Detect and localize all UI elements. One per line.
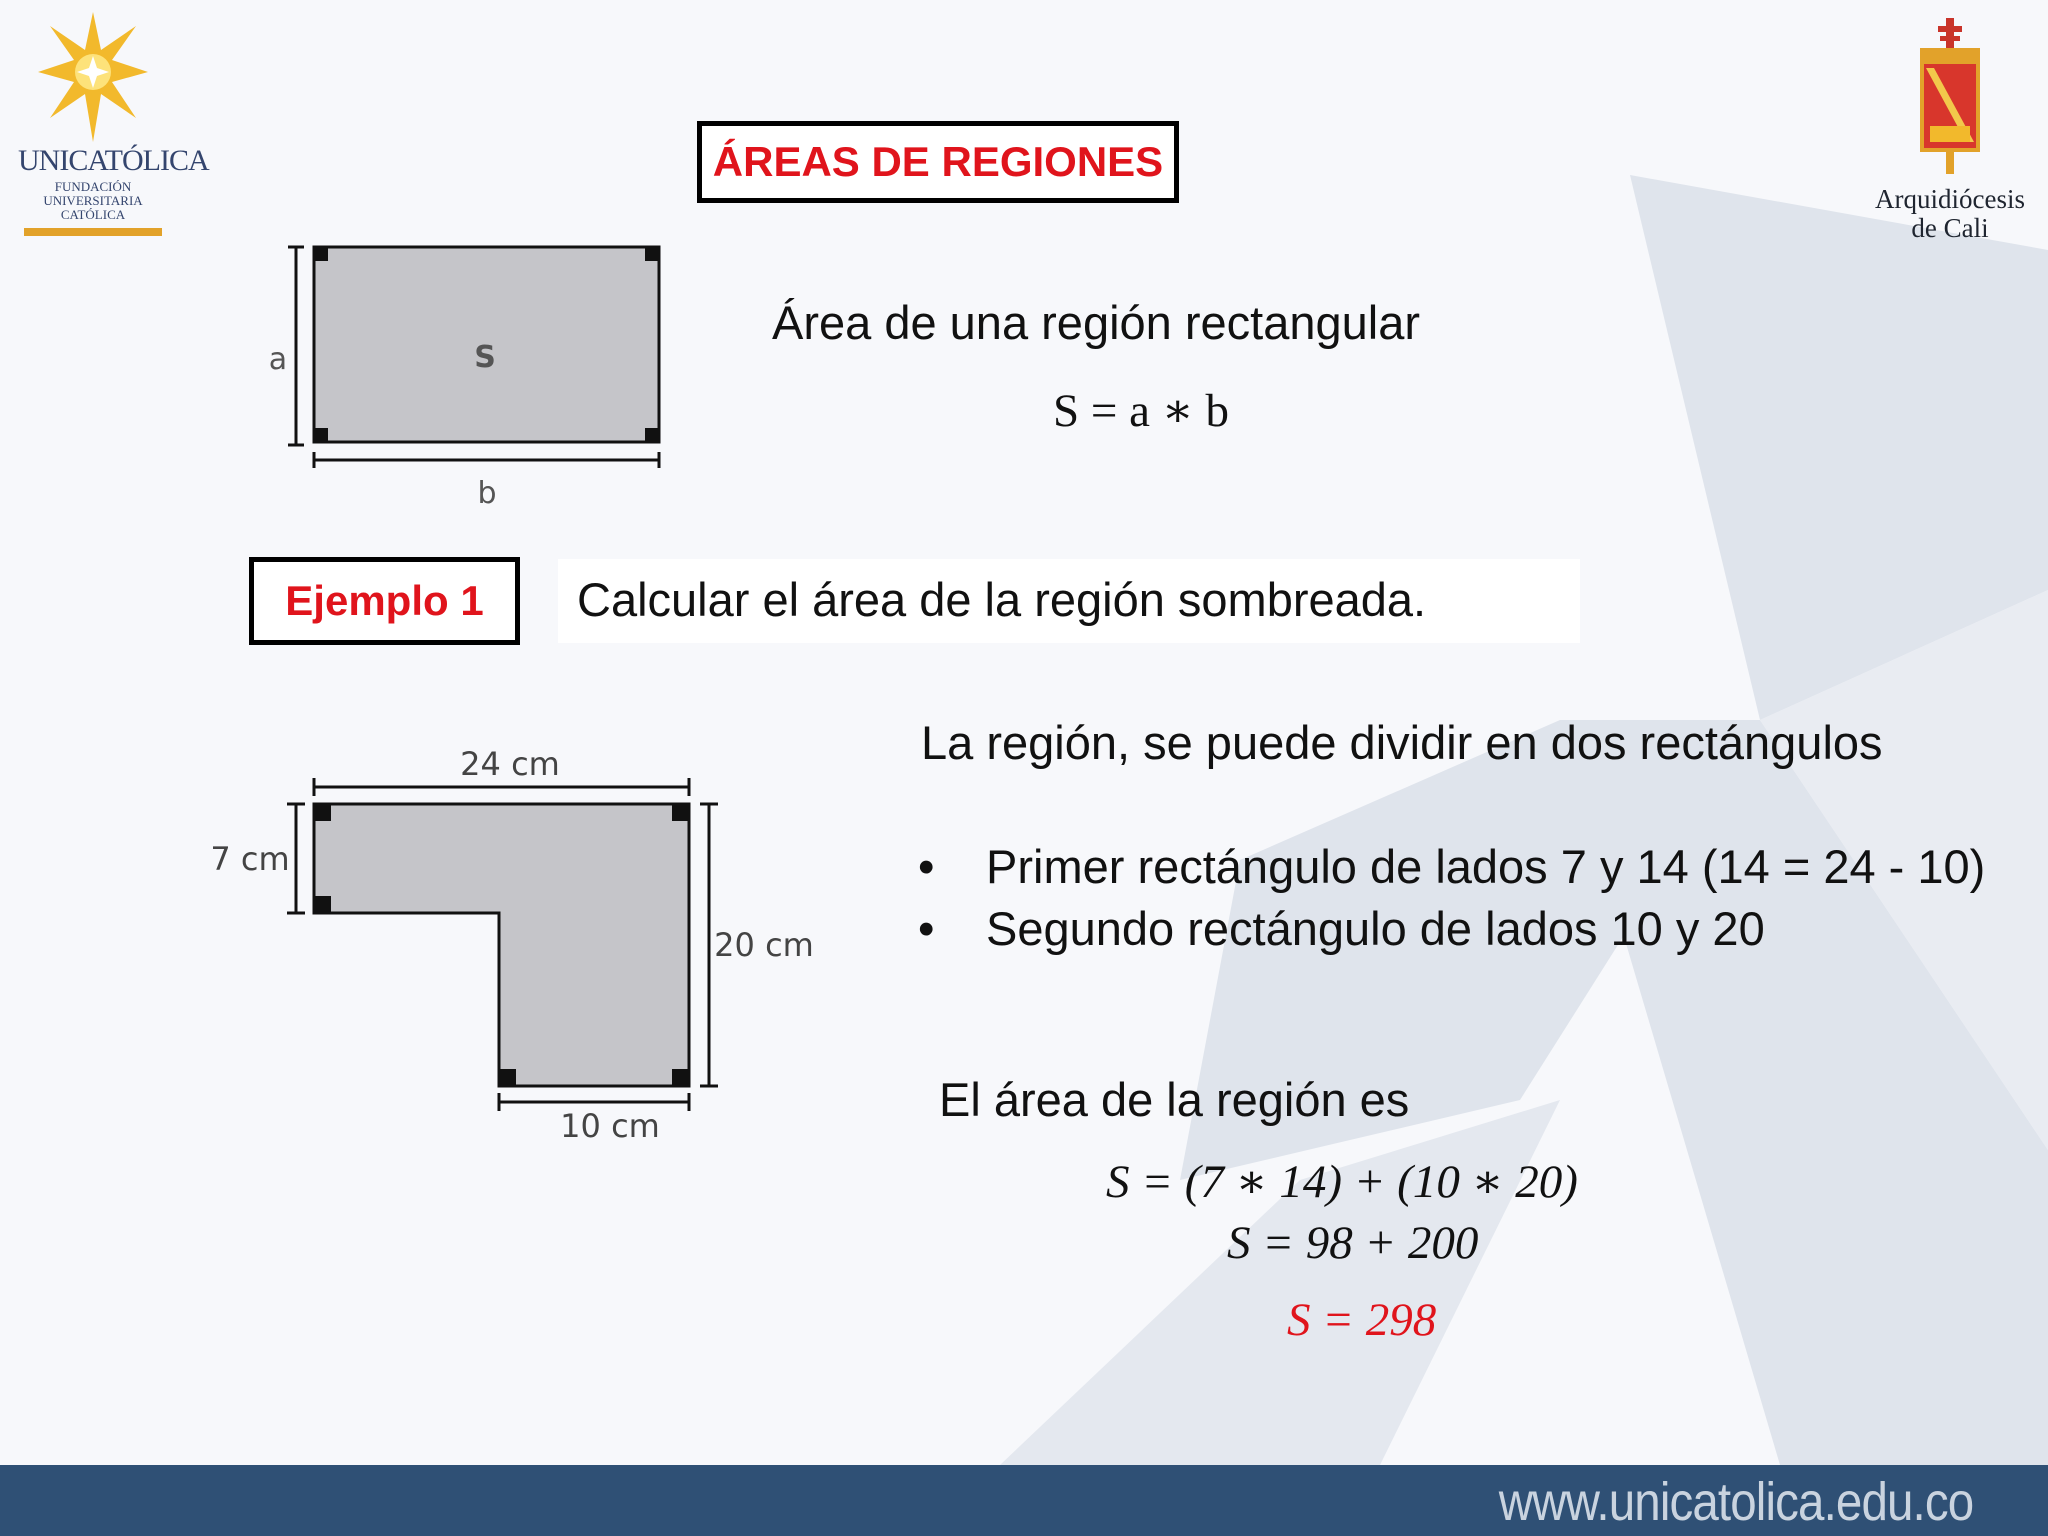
corner-mark	[672, 804, 689, 821]
rect-heading: Área de una región rectangular	[772, 296, 1420, 349]
explanation-text: La región, se puede dividir en dos rectángulos	[921, 716, 1883, 769]
bullet-list	[918, 836, 2018, 960]
left-label: 7 cm	[210, 840, 290, 878]
corner-mark	[314, 428, 328, 442]
corner-mark	[314, 804, 331, 821]
corner-mark	[672, 1069, 689, 1086]
example-label-box	[249, 557, 520, 645]
title-box	[697, 121, 1179, 203]
corner-mark	[645, 428, 659, 442]
bottom-label: 10 cm	[560, 1107, 660, 1145]
formula-result: S = 298	[1287, 1294, 1437, 1346]
side-label: a	[268, 342, 288, 377]
list-item: • Segundo rectángulo de lados 10 y 20	[918, 898, 2018, 960]
rect-formula: S = a ∗ b	[1053, 385, 1229, 437]
example-label: Ejemplo 1	[285, 577, 484, 624]
logo-caption: Arquidiócesis de Cali	[1875, 184, 2025, 243]
center-label: S	[474, 340, 496, 375]
logo-subtitle: FUNDACIÓN UNIVERSITARIA CATÓLICA	[43, 179, 143, 222]
corner-mark	[645, 247, 659, 261]
list-item: • Primer rectángulo de lados 7 y 14 (14 = 24 - 10)	[918, 836, 2018, 898]
logo-bar	[24, 228, 162, 236]
bottom-label: b	[477, 476, 497, 511]
corner-mark	[499, 1069, 516, 1086]
corner-mark	[314, 247, 328, 261]
area-label: El área de la región es	[939, 1073, 1410, 1126]
page-title: ÁREAS DE REGIONES	[712, 138, 1164, 185]
logo-brand-name: UNICATÓLICA	[18, 144, 209, 177]
corner-mark	[314, 896, 331, 913]
example-prompt: Calcular el área de la región sombreada.	[577, 573, 1427, 626]
right-label: 20 cm	[714, 926, 814, 964]
top-label: 24 cm	[460, 745, 560, 783]
footer-url[interactable]: www.unicatolica.edu.co	[1498, 1472, 1973, 1532]
star-logo-icon	[38, 12, 148, 142]
l-shape-diagram	[200, 735, 840, 1155]
arquidiocesis-logo	[1870, 18, 2030, 243]
bullet-symbol: •	[918, 840, 935, 893]
unicatolica-logo	[18, 12, 209, 244]
formula-line-2: S = 98 + 200	[1227, 1217, 1479, 1269]
coat-of-arms-icon	[1910, 18, 1990, 176]
rectangle-diagram	[260, 235, 680, 520]
bullet-symbol: •	[918, 902, 935, 955]
footer-bar	[0, 1465, 2048, 1536]
l-shape	[314, 804, 689, 1086]
formula-line-1: S = (7 ∗ 14) + (10 ∗ 20)	[1106, 1156, 1578, 1208]
